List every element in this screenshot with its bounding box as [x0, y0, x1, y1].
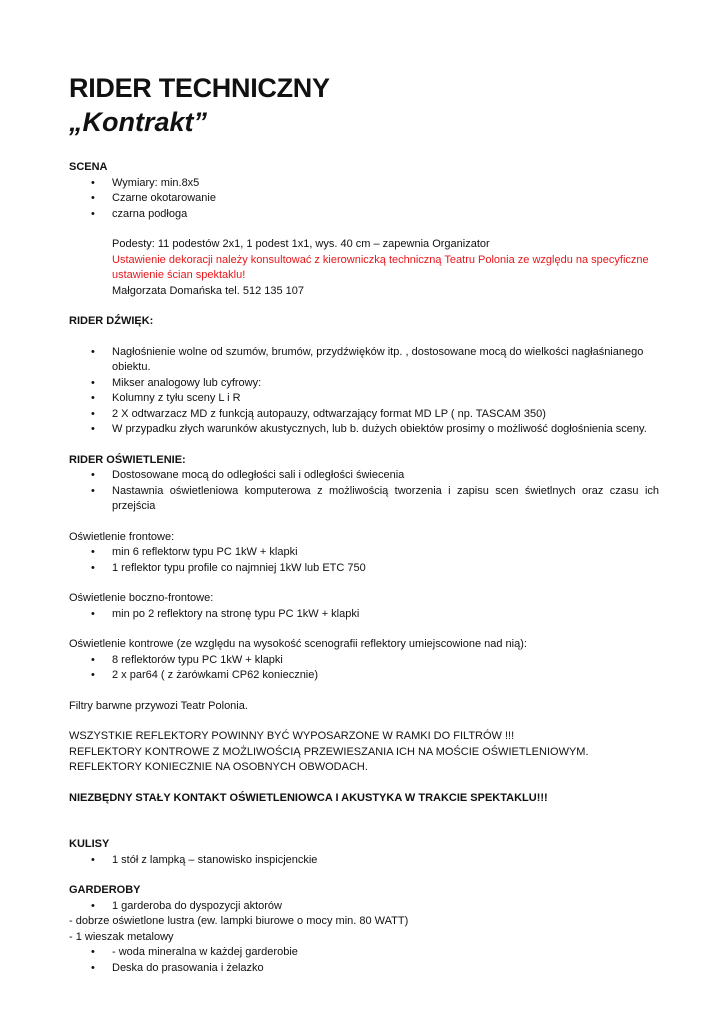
kontakt-notice: NIEZBĘDNY STAŁY KONTAKT OŚWIETLENIOWCA I AKUSTYKA W TRAKCIE SPEKTAKLU!!!	[69, 791, 548, 804]
list-item: • 1 garderoba do dyspozycji aktorów	[69, 899, 659, 915]
garderoby-line: - 1 wieszak metalowy	[69, 930, 174, 943]
list-item: • 8 reflektorów typu PC 1kW + klapki	[69, 653, 659, 669]
list-item: • 2 X odtwarzacz MD z funkcją autopauzy, odtwarzający format MD LP ( np. TASCAM 350)	[69, 407, 659, 423]
scena-list	[69, 176, 659, 223]
kontrowe-list	[69, 653, 659, 684]
boczno-list	[69, 607, 659, 623]
decoration-warning: Ustawienie dekoracji należy konsultować z kierowniczką techniczną Teatru Polonia ze względu na specyficzne ustawienie ścian spektaklu!	[112, 253, 649, 281]
list-item: • W przypadku złych warunków akustycznych, lub b. dużych obiektów prosimy o możliwość dogłośnienia sceny.	[69, 422, 659, 438]
garderoby-list-2	[69, 945, 659, 976]
doc-title: RIDER TECHNICZNY	[69, 73, 330, 103]
list-item: • 1 stół z lampką – stanowisko inspicjenckie	[69, 853, 659, 869]
list-item: • Mikser analogowy lub cyfrowy:	[69, 376, 659, 392]
dzwiek-list	[69, 345, 659, 438]
list-item: • 1 reflektor typu profile co najmniej 1kW lub ETC 750	[69, 561, 659, 577]
caps-line: REFLEKTORY KONTROWE Z MOŻLIWOŚCIĄ PRZEWIESZANIA ICH NA MOŚCIE OŚWIETLENIOWYM.	[69, 745, 589, 758]
list-item: • Nastawnia oświetleniowa komputerowa z możliwością tworzenia i zapisu scen świetlnych oraz czasu ich przejścia	[69, 484, 659, 515]
section-heading-kulisy: KULISY	[69, 838, 110, 850]
caps-line: WSZYSTKIE REFLEKTORY POWINNY BYĆ WYPOSARZONE W RAMKI DO FILTRÓW !!!	[69, 730, 515, 742]
oswietlenie-list	[69, 468, 659, 515]
contact-text: Małgorzata Domańska tel. 512 135 107	[112, 284, 305, 297]
list-item: • Czarne okotarowanie	[69, 191, 659, 207]
section-heading-garderoby: GARDEROBY	[69, 884, 141, 896]
doc-subtitle: „Kontrakt”	[69, 107, 208, 137]
caps-line: REFLEKTORY KONIECZNIE NA OSOBNYCH OBWODACH.	[69, 761, 368, 773]
kulisy-list	[69, 853, 659, 869]
frontowe-label: Oświetlenie frontowe:	[69, 530, 175, 543]
section-heading-oswietlenie: RIDER OŚWIETLENIE:	[69, 453, 186, 466]
frontowe-list	[69, 545, 659, 576]
document-page	[69, 72, 659, 976]
filtry-text: Filtry barwne przywozi Teatr Polonia.	[69, 699, 248, 712]
kontrowe-label: Oświetlenie kontrowe (ze względu na wysokość scenografii reflektory umiejscowione nad nią):	[69, 638, 527, 650]
list-item: • czarna podłoga	[69, 207, 659, 223]
list-item: • min 6 reflektorw typu PC 1kW + klapki	[69, 545, 659, 561]
boczno-label: Oświetlenie boczno-frontowe:	[69, 592, 214, 604]
list-item: • Nagłośnienie wolne od szumów, brumów, przydźwięków itp. , dostosowane mocą do wielkości nagłaśnianego obiektu.	[69, 345, 659, 376]
garderoby-line: - dobrze oświetlone lustra (ew. lampki biurowe o mocy min. 80 WATT)	[69, 915, 409, 927]
list-item: • Wymiary: min.8x5	[69, 176, 659, 192]
list-item: • Dostosowane mocą do odległości sali i odległości świecenia	[69, 468, 659, 484]
podesty-text: Podesty: 11 podestów 2x1, 1 podest 1x1, wys. 40 cm – zapewnia Organizator	[112, 238, 490, 250]
list-item: • - woda mineralna w każdej garderobie	[69, 945, 659, 961]
list-item: • min po 2 reflektory na stronę typu PC 1kW + klapki	[69, 607, 659, 623]
list-item: • Kolumny z tyłu sceny L i R	[69, 391, 659, 407]
list-item: • 2 x par64 ( z żarówkami CP62 koniecznie)	[69, 668, 659, 684]
garderoby-list	[69, 899, 659, 915]
section-heading-scena: SCENA	[69, 161, 108, 173]
list-item: • Deska do prasowania i żelazko	[69, 961, 659, 977]
section-heading-dzwiek: RIDER DŹWIĘK:	[69, 315, 154, 327]
